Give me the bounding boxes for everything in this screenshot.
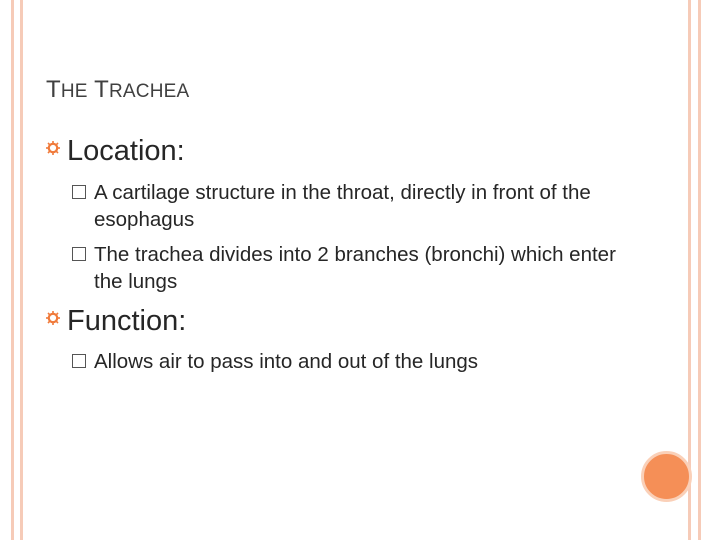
bullet-text: A cartilage structure in the throat, directly in front of the esophagus [94, 181, 591, 231]
sun-bullet-icon [46, 311, 60, 325]
slide-title [46, 76, 189, 104]
bullet-text: Allows air to pass into and out of the lungs [94, 350, 479, 373]
section-heading-text: Function: [67, 305, 187, 337]
bullet-point [72, 348, 632, 375]
title-rest-1: HE [60, 81, 88, 102]
checkbox-bullet-icon [72, 247, 86, 261]
left-border-line-2 [20, 0, 23, 540]
decorative-orange-circle [641, 451, 692, 502]
sun-bullet-icon [46, 141, 60, 155]
bullet-point [72, 241, 632, 295]
title-cap-2: T [94, 76, 109, 103]
checkbox-bullet-icon [72, 354, 86, 368]
title-cap-1: T [46, 76, 61, 103]
checkbox-bullet-icon [72, 185, 86, 199]
right-border-line-1 [688, 0, 691, 540]
title-rest-2: RACHEA [108, 81, 190, 102]
section-heading-text: Location: [67, 135, 185, 167]
right-border-line-2 [698, 0, 701, 540]
bullet-point [72, 179, 632, 233]
left-border-line-1 [11, 0, 14, 540]
bullet-text: The trachea divides into 2 branches (bronchi) which enter the lungs [94, 243, 616, 293]
